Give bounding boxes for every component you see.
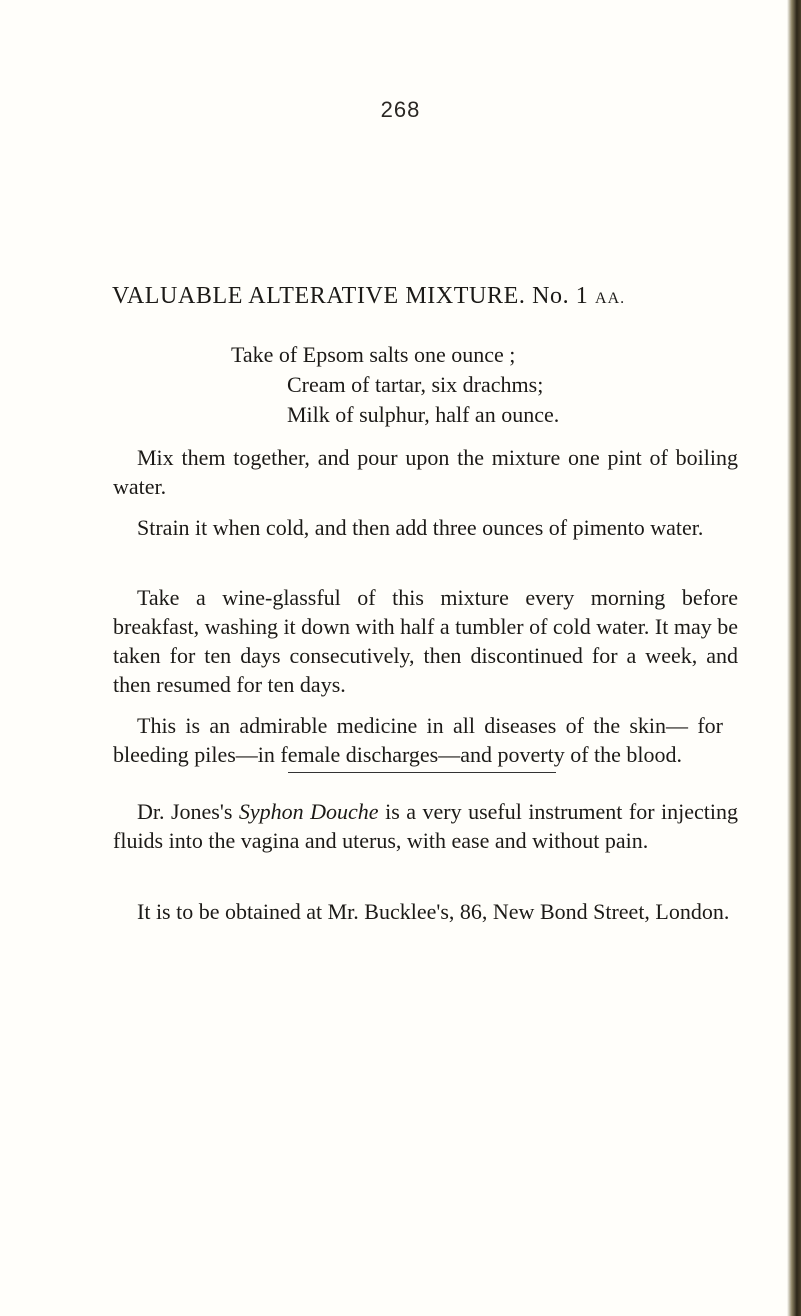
page-edge-shadow <box>787 0 801 1316</box>
advert-lead: Dr. Jones's <box>137 799 233 824</box>
medicinal-uses: This is an admirable medicine in all diseases of the skin— for bleeding piles—in female discharges—and poverty of the blood. <box>113 713 723 767</box>
recipe-number-suffix: AA. <box>595 290 626 307</box>
ingredient-line: Milk of sulphur, half an ounce. <box>287 402 560 427</box>
ingredient-line: Take of Epsom salts one ounce ; <box>231 342 516 367</box>
syphon-douche-advert <box>113 797 738 855</box>
mix-instructions: Mix them together, and pour upon the mixture one pint of boiling water. <box>113 445 738 499</box>
advert-description: is a very useful instrument for injecting fluids into the vagina and uterus, with ease and without pain. <box>113 799 739 853</box>
product-name: Syphon Douche <box>238 799 379 824</box>
strain-instructions: Strain it when cold, and then add three ounces of pimento water. <box>137 515 704 540</box>
recipe-number: No. 1 <box>532 283 589 309</box>
recipe-title: VALUABLE ALTERATIVE MIXTURE. <box>112 283 526 309</box>
purchase-location: It is to be obtained at Mr. Bucklee's, 86, New Bond Street, London. <box>137 899 730 924</box>
section-divider <box>288 772 556 773</box>
dosage-instructions: Take a wine-glassful of this mixture every morning before breakfast, washing it down with half a tumbler of cold water. It may be taken for ten days consecutively, then discontinued for a week, and then resumed for ten days. <box>113 585 738 697</box>
page-number: 268 <box>380 97 421 122</box>
recipe-heading <box>112 283 732 310</box>
ingredient-line: Cream of tartar, six drachms; <box>287 372 544 397</box>
